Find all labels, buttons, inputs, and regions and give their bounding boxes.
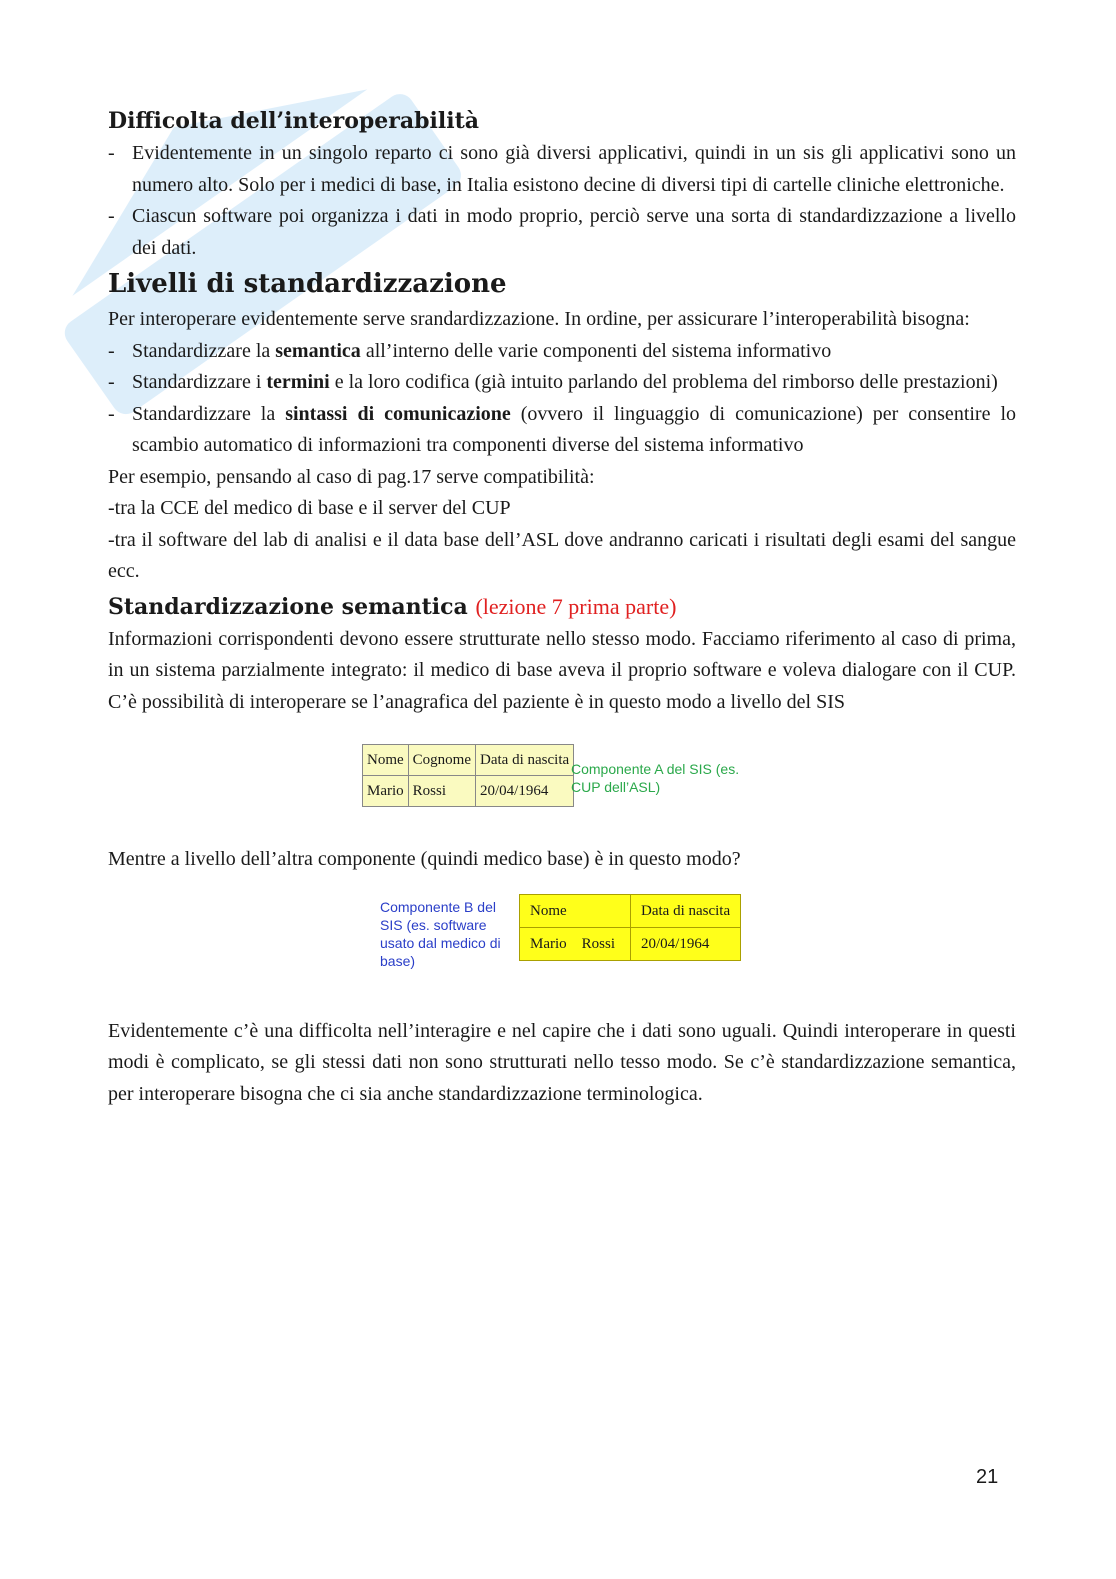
heading-semantic-standardization: Standardizzazione semantica (lezione 7 prima parte) [108,593,677,620]
interop-list [108,138,1016,264]
lesson-note: (lezione 7 prima parte) [475,593,677,619]
label-component-a: Componente A del SIS (es. CUP dell’ASL) [571,761,740,795]
example-line: Per esempio, pensando al caso di pag.17 serve compatibilità: [108,465,595,488]
table-cell: 20/04/1964 [631,927,741,960]
label-component-b: Componente B del SIS (es. software usato dal medico di base) [380,898,501,969]
table-component-b [519,894,741,961]
table-cell: Mario Rossi [520,927,631,960]
table-header: Cognome [408,745,475,776]
list-item: - Standardizzare i termini e la loro codifica (già intuito parlando del problema del rimborso delle prestazioni) [108,367,1016,399]
semantic-paragraph: Informazioni corrispondenti devono essere strutturate nello stesso modo. Facciamo riferimento al caso di prima, in un sistema parzialmente integrato: il medico di base aveva il proprio software e voleva dialogare con il CUP. C’è possibilità di interoperare se l’anagrafica del paziente è in questo modo a livello del SIS [108,627,1016,713]
heading-interoperability: Difficolta dell’interoperabilità [108,108,479,134]
table-cell: Rossi [408,776,475,807]
figure-component-a [108,718,1016,844]
page-number: 21 [976,1466,999,1488]
heading-standardization-levels: Livelli di standardizzazione [108,269,507,299]
list-item: - Evidentemente in un singolo reparto ci sono già diversi applicativi, quindi in un sis gli applicativi sono un numero alto. Solo per i medici di base, in Italia esistono decine di diversi tipi di cartelle cliniche elettroniche. [108,138,1016,201]
figure-component-b [108,876,1016,1016]
example-line: -tra la CCE del medico di base e il server del CUP [108,497,511,519]
table-component-a [362,744,574,807]
closing-paragraph: Evidentemente c’è una difficolta nell’interagire e nel capire che i dati sono uguali. Quindi interoperare in questi modi è complicato, se gli stessi dati non sono strutturati nello tesso modo. Se c’è standardizzazione semantica, per interoperare bisogna che ci sia anche standardizzazione terminologica. [108,1019,1016,1105]
document-page [108,104,1016,1110]
table-header: Data di nascita [476,745,574,776]
table-header: Nome [520,894,631,927]
between-paragraph: Mentre a livello dell’altra componente (quindi medico base) è in questo modo? [108,848,741,870]
list-item: - Standardizzare la sintassi di comunicazione (ovvero il linguaggio di comunicazione) per consentire lo scambio automatico di informazioni tra componenti diverse del sistema informativo [108,399,1016,462]
list-item: - Standardizzare la semantica all’interno delle varie componenti del sistema informativo [108,336,1016,368]
table-header: Nome [363,745,409,776]
table-cell: 20/04/1964 [476,776,574,807]
table-header: Data di nascita [631,894,741,927]
list-item: - Ciascun software poi organizza i dati in modo proprio, perciò serve una sorta di standardizzazione a livello dei dati. [108,201,1016,264]
table-cell: Mario [363,776,409,807]
levels-list [108,336,1016,462]
levels-intro: Per interoperare evidentemente serve srandardizzazione. In ordine, per assicurare l’interoperabilità bisogna: [108,308,970,330]
example-line: -tra il software del lab di analisi e il data base dell’ASL dove andranno caricati i risultati degli esami del sangue ecc. [108,528,1016,582]
